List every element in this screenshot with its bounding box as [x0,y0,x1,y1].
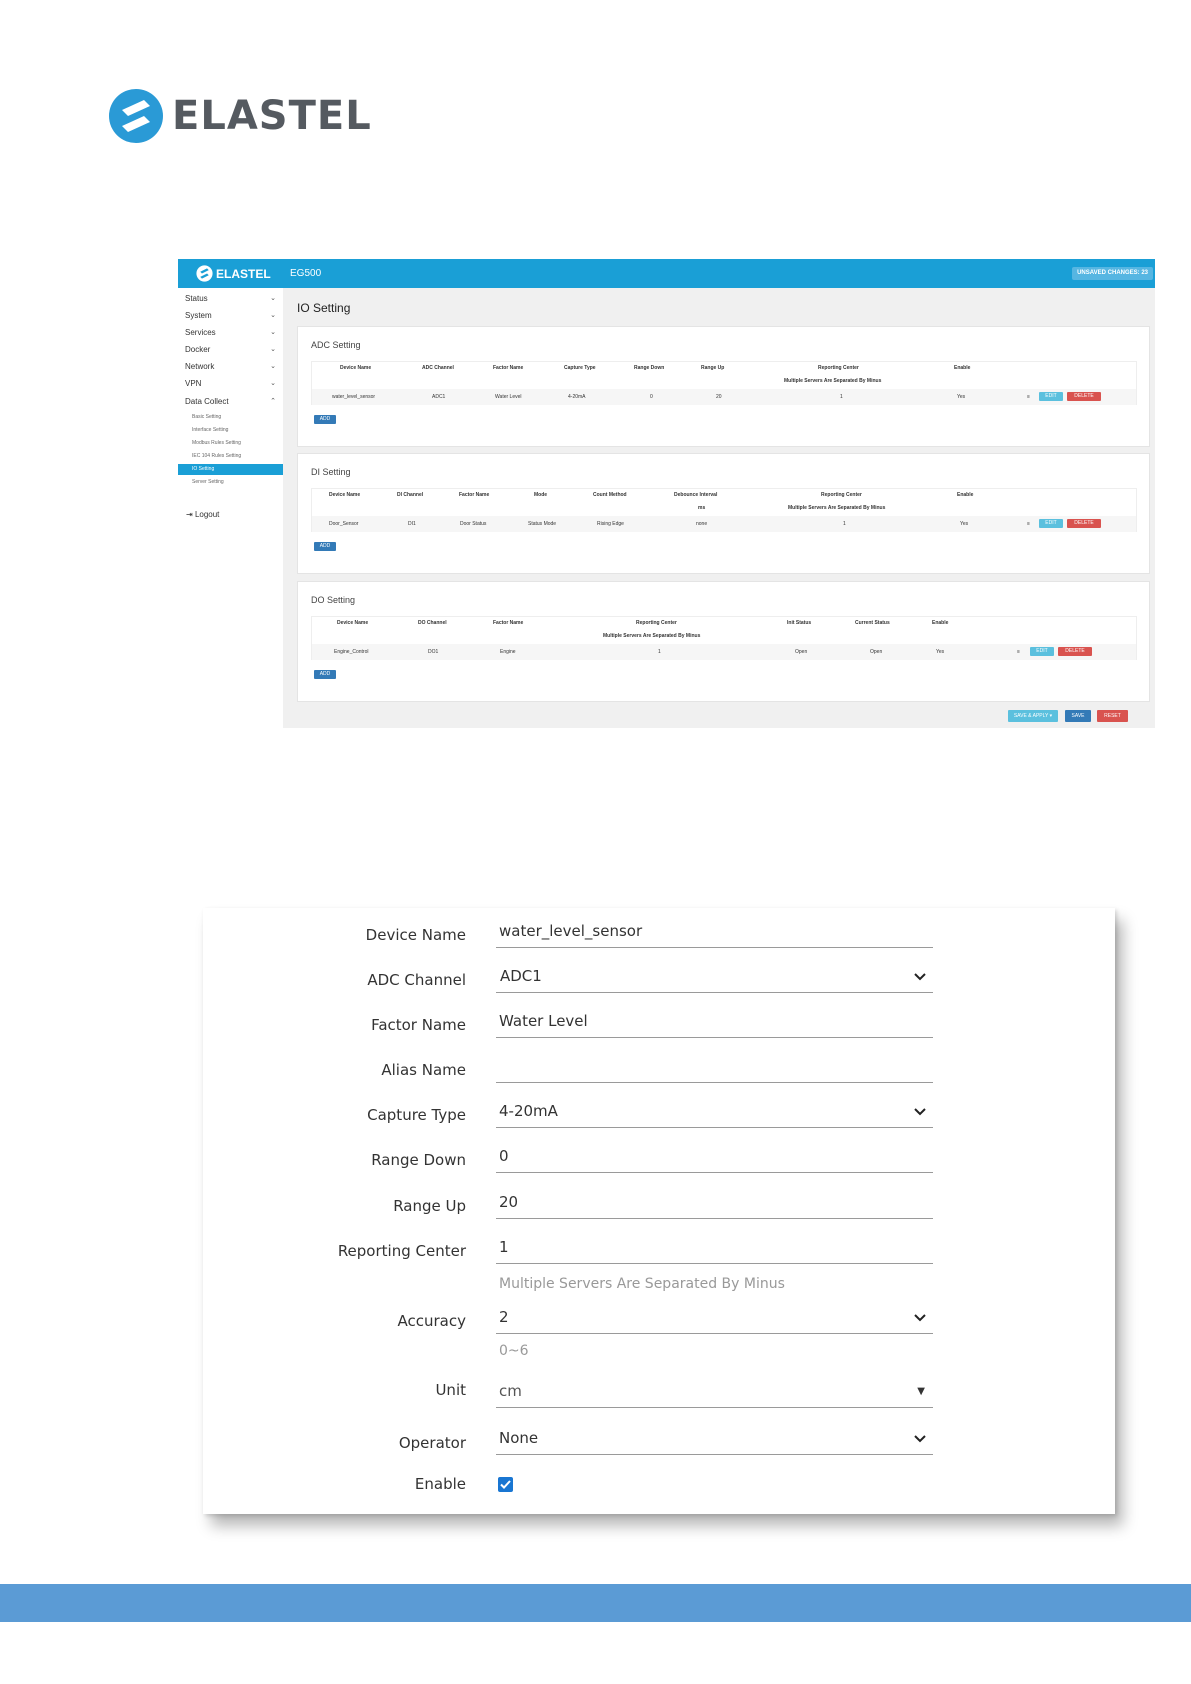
device-name-label: Device Name [365,926,466,944]
table-header: ADC Channel [422,365,454,371]
table-header: Current Status [855,620,890,626]
chevron-down-icon: ⌄ [270,312,276,319]
table-row [312,516,1136,532]
unit-label: Unit [435,1381,466,1399]
alias-name-label: Alias Name [381,1061,466,1079]
sidebar-item-data-collect[interactable] [178,395,283,409]
factor-name-input[interactable] [496,1012,933,1038]
table-cell: none [696,521,708,527]
adc-channel-label: ADC Channel [367,971,466,989]
table-header: Reporting Center [818,365,859,371]
reporting-center-label: Reporting Center [337,1242,466,1260]
table-cell: 1 [843,521,846,527]
page-title: IO Setting [297,301,351,315]
sidebar-item-status[interactable] [178,292,283,306]
logout-icon: ⇥ [186,510,193,519]
io-setting-screenshot [178,259,1155,728]
save-button[interactable]: SAVE [1065,710,1091,722]
table-cell: 20 [716,394,722,400]
accuracy-hint: 0~6 [499,1343,529,1359]
chevron-down-icon: ⌄ [270,329,276,336]
adc-channel-value: ADC1 [500,967,542,985]
table-header: Range Down [634,365,665,371]
table-cell: ADC1 [432,394,446,400]
table-header: Range Up [701,365,725,371]
table-cell: Yes [936,649,945,655]
table-header: Enable [932,620,949,626]
brand-name: ELASTEL [216,266,271,281]
adc-edit-button[interactable]: EDIT [1039,392,1063,401]
enable-label: Enable [414,1475,466,1493]
chevron-down-icon: ⌄ [270,380,276,387]
checkmark-icon [498,1477,513,1492]
sidebar-sub-interface-setting[interactable]: Interface Setting [192,427,229,433]
do-setting-card [297,581,1150,702]
sidebar-item-label: System [185,311,212,320]
do-edit-button[interactable]: EDIT [1030,647,1054,656]
brand[interactable] [196,265,271,282]
adc-setting-title: ADC Setting [311,340,361,350]
logout-link[interactable] [186,510,219,519]
sidebar-sub-server-setting[interactable]: Server Setting [192,479,224,485]
table-header: Factor Name [493,365,524,371]
capture-type-value: 4-20mA [499,1102,558,1120]
sidebar-item-system[interactable] [178,309,283,323]
di-setting-card [297,453,1150,574]
do-add-button[interactable]: ADD [314,670,336,679]
factor-name-label: Factor Name [371,1016,466,1034]
range-down-value: 0 [499,1147,509,1165]
do-setting-title: DO Setting [311,595,356,605]
sidebar-item-label: Network [185,362,215,371]
sidebar-item-label: Data Collect [185,397,229,406]
table-cell: Open [870,649,883,655]
table-cell: Status Mode [528,521,557,527]
chevron-down-icon [913,1310,927,1324]
table-cell: Engine_Control [334,649,369,655]
table-header: Capture Type [564,365,596,371]
model-name: EG500 [290,268,322,279]
accuracy-select[interactable] [496,1308,933,1334]
do-delete-button[interactable]: DELETE [1058,647,1092,656]
reset-button[interactable]: RESET [1097,710,1128,722]
adc-add-button[interactable]: ADD [314,415,336,424]
table-cell: Yes [957,394,966,400]
table-cell: Door Status [460,521,487,527]
page-logo [108,88,372,144]
enable-checkbox[interactable] [498,1477,513,1492]
chevron-down-icon: ⌄ [270,346,276,353]
adc-table [311,361,1137,405]
accuracy-value: 2 [499,1308,509,1326]
unit-value: cm [499,1382,522,1400]
table-cell: Rising Edge [597,521,624,527]
sidebar-item-label: Services [185,328,216,337]
logout-label: Logout [194,510,220,519]
device-name-value: water_level_sensor [499,922,643,940]
table-cell: Open [795,649,808,655]
chevron-down-icon: ⌄ [270,363,276,370]
capture-type-select[interactable] [496,1102,933,1128]
reporting-center-input[interactable] [496,1238,933,1264]
sidebar-sub-basic-setting[interactable]: Basic Setting [192,414,222,420]
sidebar-item-label: VPN [185,379,202,388]
drag-handle-icon[interactable]: ≡ [1027,521,1030,527]
factor-name-value: Water Level [499,1012,588,1030]
sidebar-item-services[interactable] [178,326,283,340]
alias-name-input[interactable] [496,1057,933,1083]
sidebar-sub-modbus-rules[interactable]: Modbus Rules Setting [192,440,241,446]
table-cell: 4-20mA [568,394,586,400]
table-header: Enable [957,492,974,498]
unsaved-changes-badge[interactable]: UNSAVED CHANGES: 23 [1072,267,1153,280]
unit-select[interactable] [496,1378,933,1408]
main-content [283,288,1155,728]
table-cell: 1 [840,394,843,400]
table-cell: DI1 [408,521,416,527]
reporting-center-value: 1 [499,1238,509,1256]
table-cell: water_level_sensor [332,394,376,400]
table-header: Factor Name [459,492,490,498]
adc-setting-card [297,326,1150,447]
range-down-input[interactable] [496,1147,933,1173]
sidebar-item-docker[interactable] [178,343,283,357]
table-cell: Yes [960,521,969,527]
adc-channel-select[interactable] [496,967,933,993]
logo-wordmark: ELASTEL [172,93,372,139]
reporting-center-hint: Multiple Servers Are Separated By Minus [499,1276,785,1292]
table-header: Device Name [337,620,369,626]
table-subheader: Multiple Servers Are Separated By Minus [784,378,882,384]
accuracy-label: Accuracy [397,1312,466,1330]
sidebar-sub-io-setting[interactable]: IO Setting [178,464,283,475]
table-header: DO Channel [418,620,447,626]
chevron-down-icon [913,1431,927,1445]
di-table [311,488,1137,532]
table-subheader: Multiple Servers Are Separated By Minus [603,633,701,639]
chevron-down-icon [913,969,927,983]
operator-value: None [499,1429,539,1447]
table-header: Enable [954,365,971,371]
adc-delete-button[interactable]: DELETE [1067,392,1101,401]
range-up-input[interactable] [496,1193,933,1219]
do-table [311,616,1137,660]
table-header: Factor Name [493,620,524,626]
table-header: Device Name [329,492,361,498]
table-header: Init Status [787,620,812,626]
chevron-down-icon [913,1104,927,1118]
drag-handle-icon[interactable]: ≡ [1017,649,1020,655]
caret-down-icon: ▼ [917,1386,925,1397]
drag-handle-icon[interactable]: ≡ [1027,394,1030,400]
table-header: Mode [534,492,548,498]
di-delete-button[interactable]: DELETE [1067,519,1101,528]
table-subheader: ms [698,505,706,511]
sidebar-item-label: Docker [185,345,211,354]
table-cell: 0 [650,394,653,400]
table-header: Reporting Center [636,620,677,626]
save-apply-button[interactable]: SAVE & APPLY ▾ [1008,710,1058,722]
table-header: Debounce Interval [674,492,718,498]
brand-logo-icon [196,265,213,282]
table-cell: 1 [658,649,661,655]
table-cell: DO1 [428,649,439,655]
table-cell: Water Level [495,394,522,400]
footer-band [0,1584,1191,1622]
chevron-up-icon: ⌃ [270,398,276,405]
range-down-label: Range Down [371,1151,466,1169]
range-up-value: 20 [499,1193,519,1211]
table-header: Count Method [593,492,627,498]
sidebar-item-label: Status [185,294,208,303]
table-subheader: Multiple Servers Are Separated By Minus [788,505,886,511]
table-header: Reporting Center [821,492,862,498]
adc-edit-form [203,908,1115,1514]
sidebar-item-vpn[interactable] [178,377,283,391]
operator-select[interactable] [496,1429,933,1455]
table-cell: Door_Sensor [329,521,359,527]
di-setting-title: DI Setting [311,467,351,477]
sidebar [178,288,283,728]
range-up-label: Range Up [393,1197,466,1215]
table-cell: Engine [500,649,516,655]
operator-label: Operator [398,1434,466,1452]
elastel-logo-icon [108,88,164,144]
table-header: DI Channel [397,492,424,498]
device-name-input[interactable] [496,922,933,948]
top-bar [178,259,1155,288]
di-add-button[interactable]: ADD [314,542,336,551]
chevron-down-icon: ⌄ [270,295,276,302]
sidebar-item-network[interactable] [178,360,283,374]
table-header: Device Name [340,365,372,371]
di-edit-button[interactable]: EDIT [1039,519,1063,528]
sidebar-sub-iec104-rules[interactable]: IEC 104 Rules Setting [192,453,242,459]
capture-type-label: Capture Type [367,1106,466,1124]
